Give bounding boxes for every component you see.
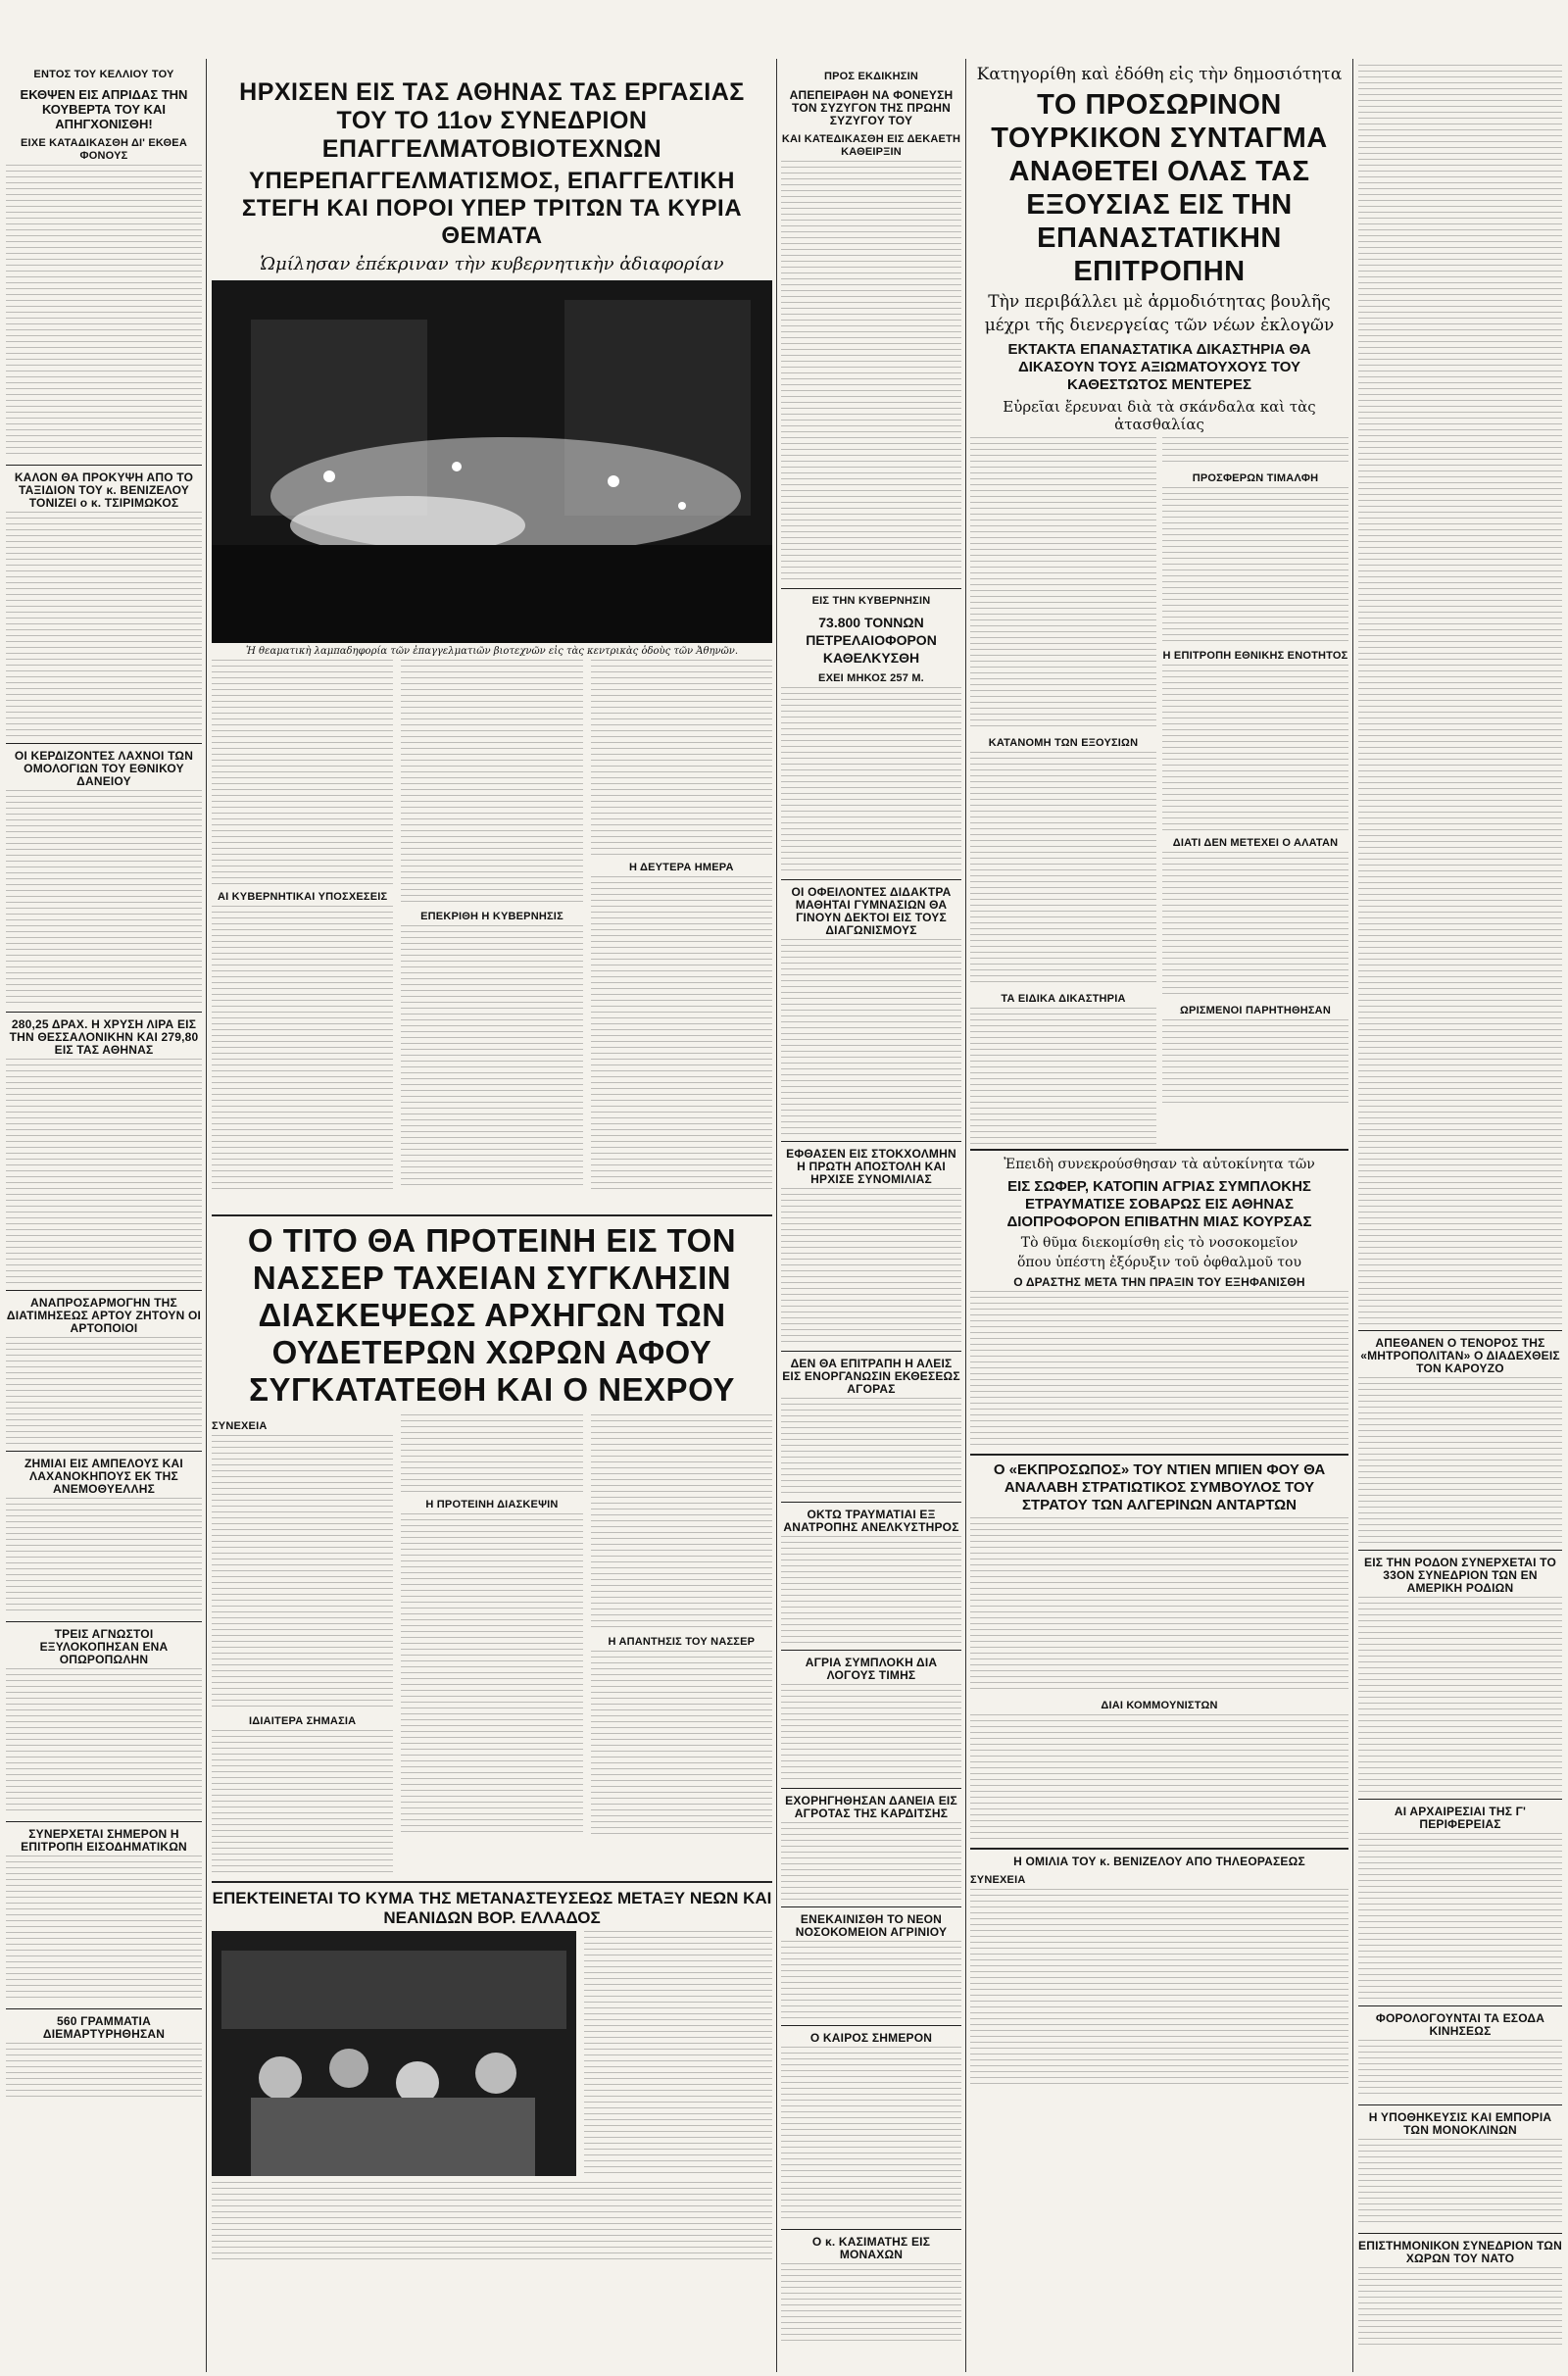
article-body	[970, 1889, 1348, 2085]
text-column	[212, 660, 393, 1209]
divider	[781, 1788, 961, 1789]
article-body	[1358, 2267, 1562, 2346]
headline: ΔΕΝ ΘΑ ΕΠΙΤΡΑΠΗ Η ΑΛΕΙΣ ΕΙΣ ΕΝΟΡΓΑΝΩΣΙΝ ΕΚΘΕΣΕΩΣ ΑΓΟΡΑΣ	[782, 1357, 960, 1396]
subheadline: ΚΑΙ ΚΑΤΕΔΙΚΑΣΘΗ ΕΙΣ ΔΕΚΑΕΤΗ ΚΑΘΕΙΡΞΙΝ	[781, 133, 961, 158]
divider	[781, 1906, 961, 1907]
subheadline: Η ΕΠΙΤΡΟΠΗ ΕΘΝΙΚΗΣ ΕΝΟΤΗΤΟΣ	[1162, 650, 1348, 662]
kicker: ΠΡΟΣ ΕΚΔΙΚΗΣΙΝ	[823, 71, 919, 82]
article-body	[401, 925, 582, 1190]
article-body	[781, 1822, 961, 1901]
article-body	[1162, 1019, 1348, 1108]
main-headline: ΗΡΧΙΣΕΝ ΕΙΣ ΤΑΣ ΑΘΗΝΑΣ ΤΑΣ ΕΡΓΑΣΙΑΣ ΤΟΥ ΤΟ 11ον ΣΥΝΕΔΡΙΟΝ ΕΠΑΓΓΕΛΜΑΤΟΒΙΟΤΕΧΝΩΝ	[239, 78, 745, 163]
article-body	[212, 1730, 393, 1877]
article-body	[212, 1435, 393, 1709]
divider	[781, 1141, 961, 1142]
divider	[781, 2229, 961, 2230]
headline: ΤΡΕΙΣ ΑΓΝΩΣΤΟΙ ΕΞΥΛΟΚΟΠΗΣΑΝ ΕΝΑ ΟΠΩΡΟΠΩΛΗΝ	[39, 1627, 169, 1666]
emigration-headline: ΕΠΕΚΤΕΙΝΕΤΑΙ ΤΟ ΚΥΜΑ ΤΗΣ ΜΕΤΑΝΑΣΤΕΥΣΕΩΣ ΜΕΤΑΞΥ ΝΕΩΝ ΚΑΙ ΝΕΑΝΙΔΩΝ ΒΟΡ. ΕΛΛΑΔΟΣ	[212, 1889, 772, 1927]
headline: ΑΓΡΙΑ ΣΥΜΠΛΟΚΗ ΔΙΑ ΛΟΓΟΥΣ ΤΙΜΗΣ	[805, 1656, 938, 1682]
article-body	[781, 1398, 961, 1496]
article-body	[781, 1188, 961, 1345]
divider	[781, 1502, 961, 1503]
deck: μέχρι τῆς διενεργείας τῶν νέων ἐκλογῶν	[984, 316, 1335, 335]
article-body	[6, 1059, 202, 1284]
divider	[6, 1621, 202, 1622]
deck: Ὡμίλησαν ἐπέκριναν τὴν κυβερνητικὴν ἀδιαφορίαν	[260, 254, 724, 274]
divider	[970, 1149, 1348, 1151]
article-body	[584, 1931, 772, 2176]
subheadline: ΚΑΤΑΝΟΜΗ ΤΩΝ ΕΞΟΥΣΙΩΝ	[988, 737, 1139, 749]
divider	[781, 2025, 961, 2026]
emigration-photo	[212, 1931, 576, 2176]
divider	[1358, 1330, 1562, 1331]
article-body	[6, 1337, 202, 1445]
article-columns	[212, 1414, 772, 1875]
subheadline: Η ΑΠΑΝΤΗΣΙΣ ΤΟΥ ΝΑΣΣΕΡ	[608, 1636, 756, 1648]
article-body	[1162, 487, 1348, 644]
article-body	[781, 2263, 961, 2342]
article-body	[1358, 1597, 1562, 1793]
continued-label: ΣΥΝΕΧΕΙΑ	[212, 1420, 268, 1432]
article-body	[591, 876, 772, 1190]
article-body	[781, 687, 961, 873]
text-column	[1162, 437, 1348, 1143]
article-body	[970, 1291, 1348, 1448]
headline: ΟΙ ΟΦΕΙΛΟΝΤΕΣ ΔΙΔΑΚΤΡΑ ΜΑΘΗΤΑΙ ΓΥΜΝΑΣΙΩΝ ΘΑ ΓΙΝΟΥΝ ΔΕΚΤΟΙ ΕΙΣ ΤΟΥΣ ΔΙΑΓΩΝΙΣΜΟΥΣ	[791, 885, 952, 937]
headline: ΑΠΕΘΑΝΕΝ Ο ΤΕΝΟΡΟΣ ΤΗΣ «ΜΗΤΡΟΠΟΛΙΤΑΝ» Ο ΔΙΑΔΕΧΘΕΙΣ ΤΟΝ ΚΑΡΟΥΖΟ	[1360, 1336, 1560, 1375]
divider	[212, 1214, 772, 1216]
tito-headline: Ο ΤΙΤΟ ΘΑ ΠΡΟΤΕΙΝΗ ΕΙΣ ΤΟΝ ΝΑΣΣΕΡ ΤΑΧΕΙΑΝ ΣΥΓΚΛΗΣΙΝ ΔΙΑΣΚΕΨΕΩΣ ΑΡΧΗΓΩΝ ΤΩΝ ΟΥΔΕΤΕΡΩΝ ΧΩΡΩΝ ΑΦΟΥ ΣΥΓΚΑΤΑΤΕΘΗ ΚΑΙ Ο ΝΕΧΡΟΥ	[247, 1222, 737, 1408]
subheadline: ΕΙΧΕ ΚΑΤΑΔΙΚΑΣΘΗ ΔΙ' ΕΚΘΕΑ ΦΟΝΟΥΣ	[21, 137, 187, 162]
deck: ὅπου ὑπέστη ἐξόρυξιν τοῦ ὀφθαλμοῦ του	[1017, 1255, 1301, 1270]
article-body	[6, 1498, 202, 1615]
article-body	[212, 660, 393, 885]
divider	[1358, 2233, 1562, 2234]
headline: ΦΟΡΟΛΟΓΟΥΝΤΑΙ ΤΑ ΕΣΟΔΑ ΚΙΝΗΣΕΩΣ	[1375, 2011, 1545, 2038]
headline: ΖΗΜΙΑΙ ΕΙΣ ΑΜΠΕΛΟΥΣ ΚΑΙ ΛΑΧΑΝΟΚΗΠΟΥΣ ΕΚ ΤΗΣ ΑΝΕΜΟΘΥΕΛΛΗΣ	[24, 1457, 183, 1496]
article-body	[970, 1517, 1348, 1694]
divider	[6, 743, 202, 744]
subheadline: ΕΧΕΙ ΜΗΚΟΣ 257 Μ.	[818, 672, 924, 684]
left-column	[6, 0, 202, 2372]
text-column	[212, 1414, 393, 1875]
text-column	[591, 660, 772, 1209]
kicker: ΕΝΤΟΣ ΤΟΥ ΚΕΛΛΙΟΥ ΤΟΥ	[33, 69, 174, 80]
article-body	[401, 660, 582, 905]
turkish-constitution-headline: ΤΟ ΠΡΟΣΩΡΙΝΟΝ ΤΟΥΡΚΙΚΟΝ ΣΥΝΤΑΓΜΑ ΑΝΑΘΕΤΕΙ ΟΛΑΣ ΤΑΣ ΕΞΟΥΣΙΑΣ ΕΙΣ ΤΗΝ ΕΠΑΝΑΣΤΑΤΙΚΗΝ ΕΠΙΤΡΟΠΗΝ	[991, 89, 1328, 287]
article-columns	[970, 437, 1348, 1143]
torch-parade-image	[212, 280, 772, 643]
column-rule	[965, 59, 966, 2372]
far-right-column	[1358, 0, 1562, 2372]
article-body	[970, 437, 1156, 731]
article-body	[6, 165, 202, 459]
article-body	[1358, 65, 1562, 1324]
divider	[781, 1650, 961, 1651]
article-body	[970, 1008, 1156, 1145]
text-column	[970, 437, 1156, 1143]
subheadline: Ο ΔΡΑΣΤΗΣ ΜΕΤΑ ΤΗΝ ΠΡΑΞΙΝ ΤΟΥ ΕΞΗΦΑΝΙΣΘΗ	[1013, 1275, 1305, 1289]
headline: ΟΚΤΩ ΤΡΑΥΜΑΤΙΑΙ ΕΞ ΑΝΑΤΡΟΠΗΣ ΑΝΕΛΚΥΣΤΗΡΟΣ	[783, 1508, 959, 1534]
divider	[212, 1881, 772, 1883]
venizelos-headline: Η ΟΜΙΛΙΑ ΤΟΥ κ. ΒΕΝΙΖΕΛΟΥ ΑΠΟ ΤΗΛΕΟΡΑΣΕΩΣ	[1013, 1855, 1305, 1868]
headline: Η ΥΠΟΘΗΚΕΥΣΙΣ ΚΑΙ ΕΜΠΟΡΙΑ ΤΩΝ ΜΟΝΟΚΛΙΝΩΝ	[1368, 2110, 1552, 2137]
article-body	[591, 660, 772, 856]
subheadline: ΔΙΑΤΙ ΔΕΝ ΜΕΤΕΧΕΙ Ο ΑΛΑΤΑΝ	[1172, 837, 1339, 849]
kicker: Κατηγορίθη καὶ ἐδόθη εἰς τὴν δημοσιότητα	[976, 65, 1343, 84]
headline: ΑΝΑΠΡΟΣΑΡΜΟΓΗΝ ΤΗΣ ΔΙΑΤΙΜΗΣΕΩΣ ΑΡΤΟΥ ΖΗΤΟΥΝ ΟΙ ΑΡΤΟΠΟΙΟΙ	[6, 1296, 202, 1335]
headline: ΟΙ ΚΕΡΔΙΖΟΝΤΕΣ ΛΑΧΝΟΙ ΤΩΝ ΟΜΟΛΟΓΙΩΝ ΤΟΥ ΕΘΝΙΚΟΥ ΔΑΝΕΙΟΥ	[14, 749, 194, 788]
divider	[6, 1012, 202, 1013]
article-columns	[212, 660, 772, 1209]
article-body	[1358, 1377, 1562, 1544]
divider	[781, 588, 961, 589]
text-column	[401, 1414, 582, 1875]
divider	[970, 1454, 1348, 1456]
headline: ΑΙ ΑΡΧΑΙΡΕΣΙΑΙ ΤΗΣ Γ' ΠΕΡΙΦΕΡΕΙΑΣ	[1394, 1805, 1527, 1831]
emigration-story	[212, 1931, 772, 2176]
headline: Ο ΚΑΙΡΟΣ ΣΗΜΕΡΟΝ	[809, 2031, 933, 2045]
text-column	[591, 1414, 772, 1875]
divider	[6, 1451, 202, 1452]
divider	[6, 1821, 202, 1822]
article-body	[401, 1513, 582, 1837]
article-body	[781, 1941, 961, 2019]
subheadline: ΩΡΙΣΜΕΝΟΙ ΠΑΡΗΤΗΘΗΣΑΝ	[1180, 1005, 1331, 1016]
divider	[1358, 1799, 1562, 1800]
headline: ΑΠΕΠΕΙΡΑΘΗ ΝΑ ΦΟΝΕΥΣΗ ΤΟΝ ΣΥΖΥΓΟΝ ΤΗΣ ΠΡΩΗΝ ΣΥΖΥΓΟΥ ΤΟΥ	[789, 88, 954, 127]
article-body	[781, 1684, 961, 1782]
divider	[6, 1290, 202, 1291]
article-body	[6, 2043, 202, 2102]
headline: ΕΚΘΨΕΝ ΕΙΣ ΑΠΡΙΔΑΣ ΤΗΝ ΚΟΥΒΕΡΤΑ ΤΟΥ ΚΑΙ ΑΠΗΓΧΟΝΙΣΘΗ!	[20, 87, 188, 131]
headline: Ο κ. ΚΑΣΙΜΑΤΗΣ ΕΙΣ ΜΟΝΑΧΩΝ	[811, 2235, 931, 2261]
center-column	[212, 0, 772, 2372]
article-body	[6, 512, 202, 737]
headline: ΕΠΙΣΤΗΜΟΝΙΚΟΝ ΣΥΝΕΔΡΙΟΝ ΤΩΝ ΧΩΡΩΝ ΤΟΥ ΝΑΤΟ	[1358, 2239, 1562, 2265]
article-body	[1358, 1833, 1562, 2000]
headline: 280,25 ΔΡΑΧ. Η ΧΡΥΣΗ ΛΙΡΑ ΕΙΣ ΤΗΝ ΘΕΣΣΑΛΟΝΙΚΗΝ ΚΑΙ 279,80 ΕΙΣ ΤΑΣ ΑΘΗΝΑΣ	[9, 1017, 199, 1057]
article-body	[781, 2047, 961, 2223]
article-body	[6, 1856, 202, 2003]
subheadline: Η ΠΡΟΤΕΙΝΗ ΔΙΑΣΚΕΨΙΝ	[425, 1499, 559, 1510]
article-body	[781, 1536, 961, 1644]
deck: Εὐρεῖαι ἔρευναι διὰ τὰ σκάνδαλα καὶ τὰς ἀτασθαλίας	[1003, 398, 1316, 433]
headline: ΚΑΛΟΝ ΘΑ ΠΡΟΚΥΨΗ ΑΠΟ ΤΟ ΤΑΞΙΔΙΟΝ ΤΟΥ κ. ΒΕΝΙΖΕΛΟΥ ΤΟΝΙΖΕΙ ο κ. ΤΣΙΡΙΜΩΚΟΣ	[14, 470, 194, 510]
article-body	[1358, 2040, 1562, 2099]
kicker: Ἐπειδὴ συνεκρούσθησαν τὰ αὐτοκίνητα τῶν	[1004, 1157, 1315, 1172]
headline: ΕΙΣ ΤΗΝ ΡΟΔΟΝ ΣΥΝΕΡΧΕΤΑΙ ΤΟ 33ΟΝ ΣΥΝΕΔΡΙΟΝ ΤΩΝ ΕΝ ΑΜΕΡΙΚΗ ΡΟΔΙΩΝ	[1363, 1556, 1557, 1595]
subheadline: ΤΑ ΕΙΔΙΚΑ ΔΙΚΑΣΤΗΡΙΑ	[1001, 993, 1126, 1005]
divider	[781, 1351, 961, 1352]
kicker: ΕΙΣ ΤΗΝ ΚΥΒΕΡΝΗΣΙΝ	[811, 595, 931, 607]
article-body	[1162, 665, 1348, 831]
headline: 73.800 ΤΟΝΝΩΝ ΠΕΤΡΕΛΑΙΟΦΟΡΟΝ ΚΑΘΕΛΚΥΣΘΗ	[806, 615, 937, 666]
column-rule	[776, 59, 777, 2372]
subheadline: ΕΠΕΚΡΙΘΗ Η ΚΥΒΕΡΝΗΣΙΣ	[420, 911, 564, 922]
subheadline: Η ΔΕΥΤΕΡΑ ΗΜΕΡΑ	[628, 862, 734, 873]
deck: Τὸ θῦμα διεκομίσθη εἰς τὸ νοσοκομεῖον	[1020, 1235, 1298, 1251]
headline: ΣΥΝΕΡΧΕΤΑΙ ΣΗΜΕΡΟΝ Η ΕΠΙΤΡΟΠΗ ΕΙΣΟΔΗΜΑΤΙΚΩΝ	[21, 1827, 187, 1854]
subheadline: ΠΡΟΣΦΕΡΩΝ ΤΙΜΑΛΦΗ	[1192, 472, 1319, 484]
right-column	[970, 0, 1348, 2372]
headline: ΕΚΤΑΚΤΑ ΕΠΑΝΑΣΤΑΤΙΚΑ ΔΙΚΑΣΤΗΡΙΑ ΘΑ ΔΙΚΑΣΟΥΝ ΤΟΥΣ ΑΞΙΩΜΑΤΟΥΧΟΥΣ ΤΟΥ ΚΑΘΕΣΤΩΤΟΣ ΜΕΝΤΕΡΕΣ	[1007, 341, 1311, 393]
divider	[1358, 2104, 1562, 2105]
parade-photo	[212, 280, 772, 643]
article-body	[1162, 437, 1348, 467]
article-body	[970, 1714, 1348, 1842]
divider	[1358, 1550, 1562, 1551]
divider	[6, 2008, 202, 2009]
divider	[1358, 2005, 1562, 2006]
article-body	[591, 1651, 772, 1837]
lottery-table	[6, 790, 202, 1006]
article-body	[781, 161, 961, 582]
divider	[970, 1848, 1348, 1850]
driver-headline: ΕΙΣ ΣΩΦΕΡ, ΚΑΤΟΠΙΝ ΑΓΡΙΑΣ ΣΥΜΠΛΟΚΗΣ ΕΤΡΑΥΜΑΤΙΣΕ ΣΟΒΑΡΩΣ ΕΙΣ ΑΘΗΝΑΣ ΔΙΟΠΡΟΦΟΡΟΝ ΕΠΙΒΑΤΗΝ ΜΙΑΣ ΚΟΥΡΣΑΣ	[1006, 1178, 1312, 1230]
crowd-image	[212, 1931, 576, 2176]
middle-column	[781, 0, 961, 2372]
divider	[781, 879, 961, 880]
article-body	[401, 1414, 582, 1493]
second-headline: ΥΠΕΡΕΠΑΓΓΕΛΜΑΤΙΣΜΟΣ, ΕΠΑΓΓΕΛΤΙΚΗ ΣΤΕΓΗ ΚΑΙ ΠΟΡΟΙ ΥΠΕΡ ΤΡΙΤΩΝ ΤΑ ΚΥΡΙΑ ΘΕΜΑΤΑ	[241, 168, 743, 249]
headline: ΕΝΕΚΑΙΝΙΣΘΗ ΤΟ ΝΕΟΝ ΝΟΣΟΚΟΜΕΙΟΝ ΑΓΡΙΝΙΟΥ	[795, 1912, 948, 1939]
article-body	[6, 1668, 202, 1815]
eden-headline: Ο «ΕΚΠΡΟΣΩΠΟΣ» ΤΟΥ ΝΤΙΕΝ ΜΠΙΕΝ ΦΟΥ ΘΑ ΑΝΑΛΑΒΗ ΣΤΡΑΤΙΩΤΙΚΟΣ ΣΥΜΒΟΥΛΟΣ ΤΟΥ ΣΤΡΑΤΟΥ ΤΩΝ ΑΛΓΕΡΙΝΩΝ ΑΝΤΑΡΤΩΝ	[993, 1461, 1326, 1513]
headline: ΕΦΘΑΣΕΝ ΕΙΣ ΣΤΟΚΧΟΛΜΗΝ Η ΠΡΩΤΗ ΑΠΟΣΤΟΛΗ ΚΑΙ ΗΡΧΙΣΕ ΣΥΝΟΜΙΛΙΑΣ	[786, 1147, 956, 1186]
deck: Τὴν περιβάλλει μὲ ἁρμοδιότητας βουλῆς	[988, 292, 1331, 312]
text-column	[401, 660, 582, 1209]
article-body	[781, 939, 961, 1135]
article-body	[1162, 852, 1348, 999]
photo-caption: Ἡ θεαματικὴ λαμπαδηφορία τῶν ἐπαγγελματιῶν βιοτεχνῶν εἰς τὰς κεντρικὰς ὁδοὺς τῶν Ἀθηνῶν.	[245, 646, 739, 657]
subheadline: ΔΙΑΙ ΚΟΜΜΟΥΝΙΣΤΩΝ	[1101, 1700, 1218, 1711]
headline: 560 ΓΡΑΜΜΑΤΙΑ ΔΙΕΜΑΡΤΥΡΗΘΗΣΑΝ	[42, 2014, 166, 2041]
headline: ΕΧΟΡΗΓΗΘΗΣΑΝ ΔΑΝΕΙΑ ΕΙΣ ΑΓΡΟΤΑΣ ΤΗΣ ΚΑΡΔΙΤΣΗΣ	[785, 1794, 957, 1820]
continued-label: ΣΥΝΕΧΕΙΑ	[970, 1874, 1026, 1886]
subheadline: ΙΔΙΑΙΤΕΡΑ ΣΗΜΑΣΙΑ	[249, 1715, 357, 1727]
article-body	[212, 2182, 772, 2260]
article-body	[591, 1414, 772, 1630]
article-body	[970, 752, 1156, 987]
article-body	[1358, 2139, 1562, 2227]
article-body	[212, 906, 393, 1190]
column-rule	[1352, 59, 1353, 2372]
divider	[6, 465, 202, 466]
subheadline: ΑΙ ΚΥΒΕΡΝΗΤΙΚΑΙ ΥΠΟΣΧΕΣΕΙΣ	[218, 891, 388, 903]
column-rule	[206, 59, 207, 2372]
